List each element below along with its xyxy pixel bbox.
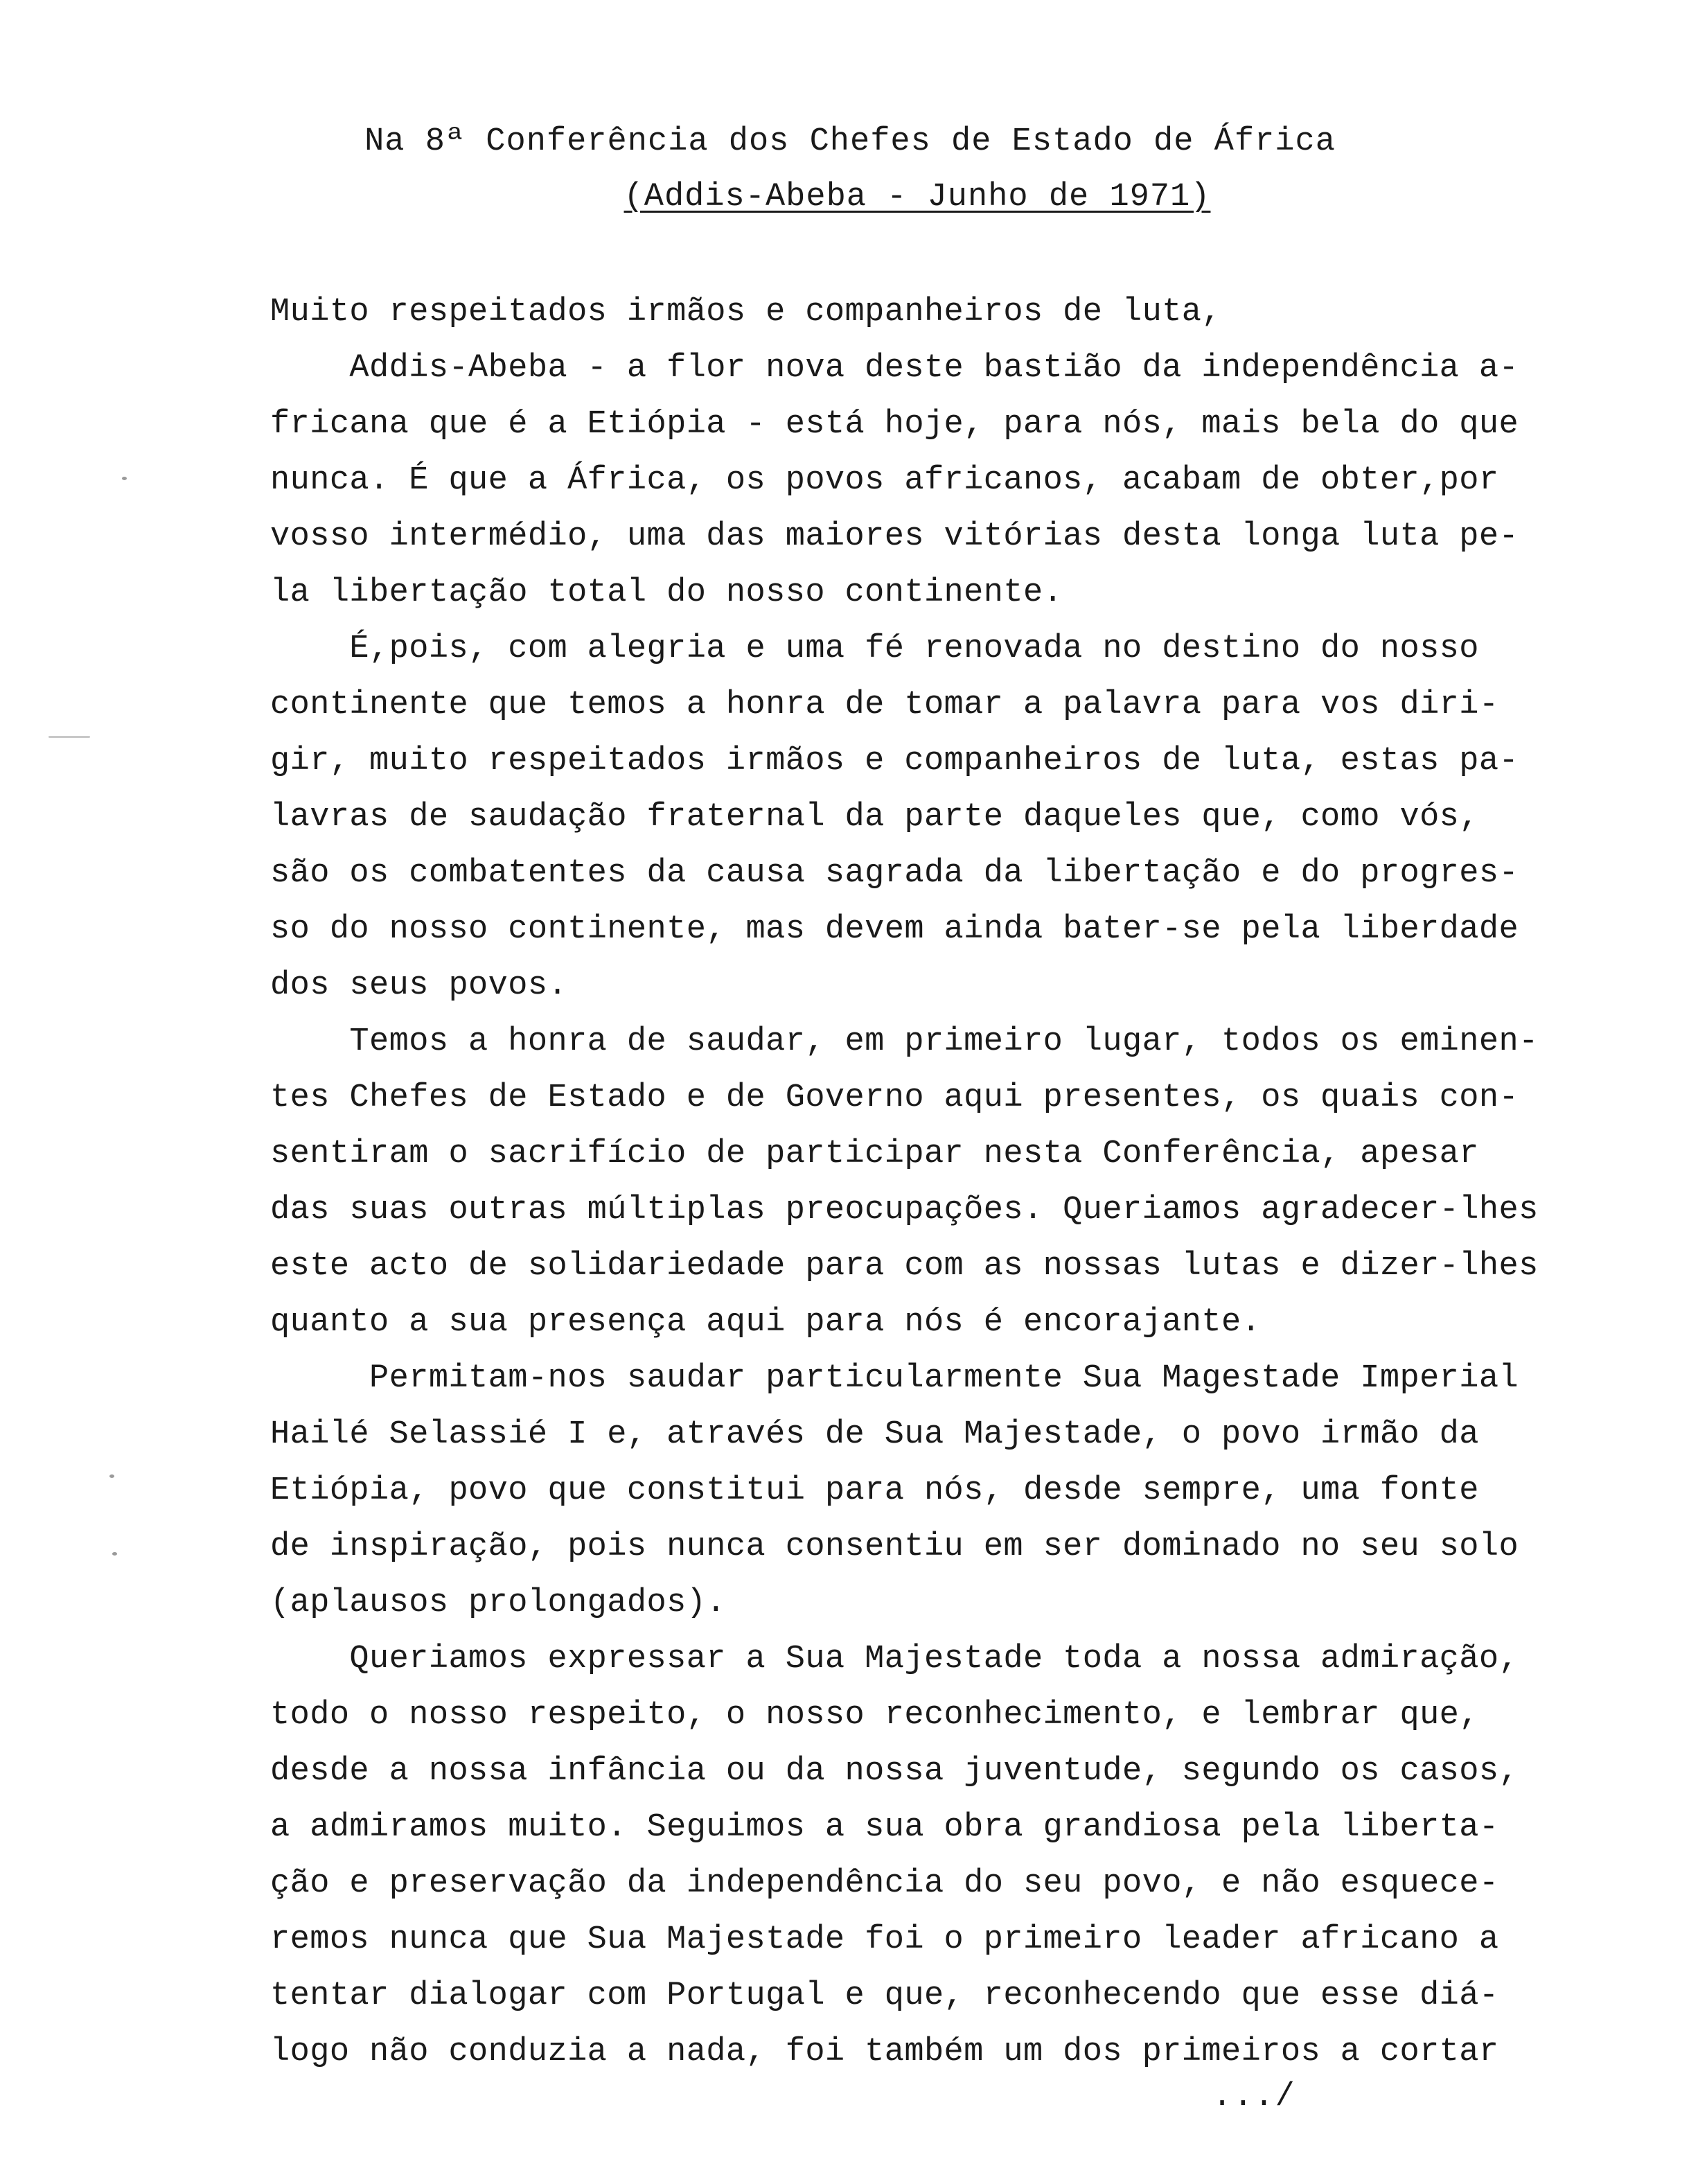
- continuation-mark: .../: [1212, 2079, 1296, 2115]
- text-line: vosso intermédio, uma das maiores vitórias desta longa luta pe-: [270, 518, 1519, 555]
- text-line: de inspiração, pois nunca consentiu em ser dominado no seu solo: [270, 1529, 1519, 1565]
- text-line: remos nunca que Sua Majestade foi o primeiro leader africano a: [270, 1921, 1499, 1958]
- text-line: Muito respeitados irmãos e companheiros de luta,: [270, 294, 1222, 331]
- title-line-1: [0, 123, 1707, 160]
- text-line: tentar dialogar com Portugal e que, reconhecendo que esse diá-: [270, 1978, 1499, 2014]
- scan-speck: [109, 1474, 114, 1478]
- text-line: são os combatentes da causa sagrada da libertação e do progres-: [270, 855, 1519, 892]
- text-line: continente que temos a honra de tomar a palavra para vos diri-: [270, 687, 1499, 723]
- text-line: so do nosso continente, mas devem ainda bater-se pela liberdade: [270, 911, 1519, 948]
- text-line: tes Chefes de Estado e de Governo aqui presentes, os quais con-: [270, 1080, 1519, 1116]
- text-line: quanto a sua presença aqui para nós é encorajante.: [270, 1304, 1262, 1341]
- text-line: ção e preservação da independência do seu povo, e não esquece-: [270, 1865, 1499, 1902]
- text-line: Queriamos expressar a Sua Majestade toda a nossa admiração,: [270, 1641, 1519, 1677]
- text-line: a admiramos muito. Seguimos a sua obra grandiosa pela liberta-: [270, 1809, 1499, 1846]
- text-line: Addis-Abeba - a flor nova deste bastião da independência a-: [270, 350, 1519, 387]
- text-line: Permitam-nos saudar particularmente Sua Magestade Imperial: [270, 1360, 1519, 1397]
- text-line: É,pois, com alegria e uma fé renovada no destino do nosso: [270, 631, 1479, 667]
- scan-speck: [48, 736, 90, 738]
- speech-body: [270, 284, 1573, 2080]
- text-line: todo o nosso respeito, o nosso reconhecimento, e lembrar que,: [270, 1697, 1479, 1734]
- text-line: Etiópia, povo que constitui para nós, desde sempre, uma fonte: [270, 1472, 1479, 1509]
- scan-speck: [112, 1552, 117, 1556]
- title-text-1: Na 8ª Conferência dos Chefes de Estado de África: [364, 123, 1336, 160]
- title-text-2: (Addis-Abeba - Junho de 1971): [623, 179, 1211, 215]
- text-line: nunca. É que a África, os povos africanos, acabam de obter,por: [270, 462, 1499, 499]
- text-line: dos seus povos.: [270, 967, 568, 1004]
- text-line: gir, muito respeitados irmãos e companheiros de luta, estas pa-: [270, 743, 1519, 780]
- text-line: la libertação total do nosso continente.: [270, 574, 1063, 611]
- title-line-2: [0, 179, 1707, 215]
- text-line: Temos a honra de saudar, em primeiro lugar, todos os eminen-: [270, 1023, 1539, 1060]
- scan-speck: [122, 477, 127, 480]
- text-line: das suas outras múltiplas preocupações. Queriamos agradecer-lhes: [270, 1192, 1539, 1228]
- text-line: Hailé Selassié I e, através de Sua Majestade, o povo irmão da: [270, 1416, 1479, 1453]
- text-line: este acto de solidariedade para com as nossas lutas e dizer-lhes: [270, 1248, 1539, 1285]
- text-line: logo não conduzia a nada, foi também um dos primeiros a cortar: [270, 2034, 1499, 2070]
- text-line: fricana que é a Etiópia - está hoje, para nós, mais bela do que: [270, 406, 1519, 443]
- text-line: lavras de saudação fraternal da parte daqueles que, como vós,: [270, 799, 1479, 836]
- text-line: sentiram o sacrifício de participar nesta Conferência, apesar: [270, 1136, 1479, 1172]
- text-line: (aplausos prolongados).: [270, 1585, 726, 1621]
- text-line: desde a nossa infância ou da nossa juventude, segundo os casos,: [270, 1753, 1519, 1790]
